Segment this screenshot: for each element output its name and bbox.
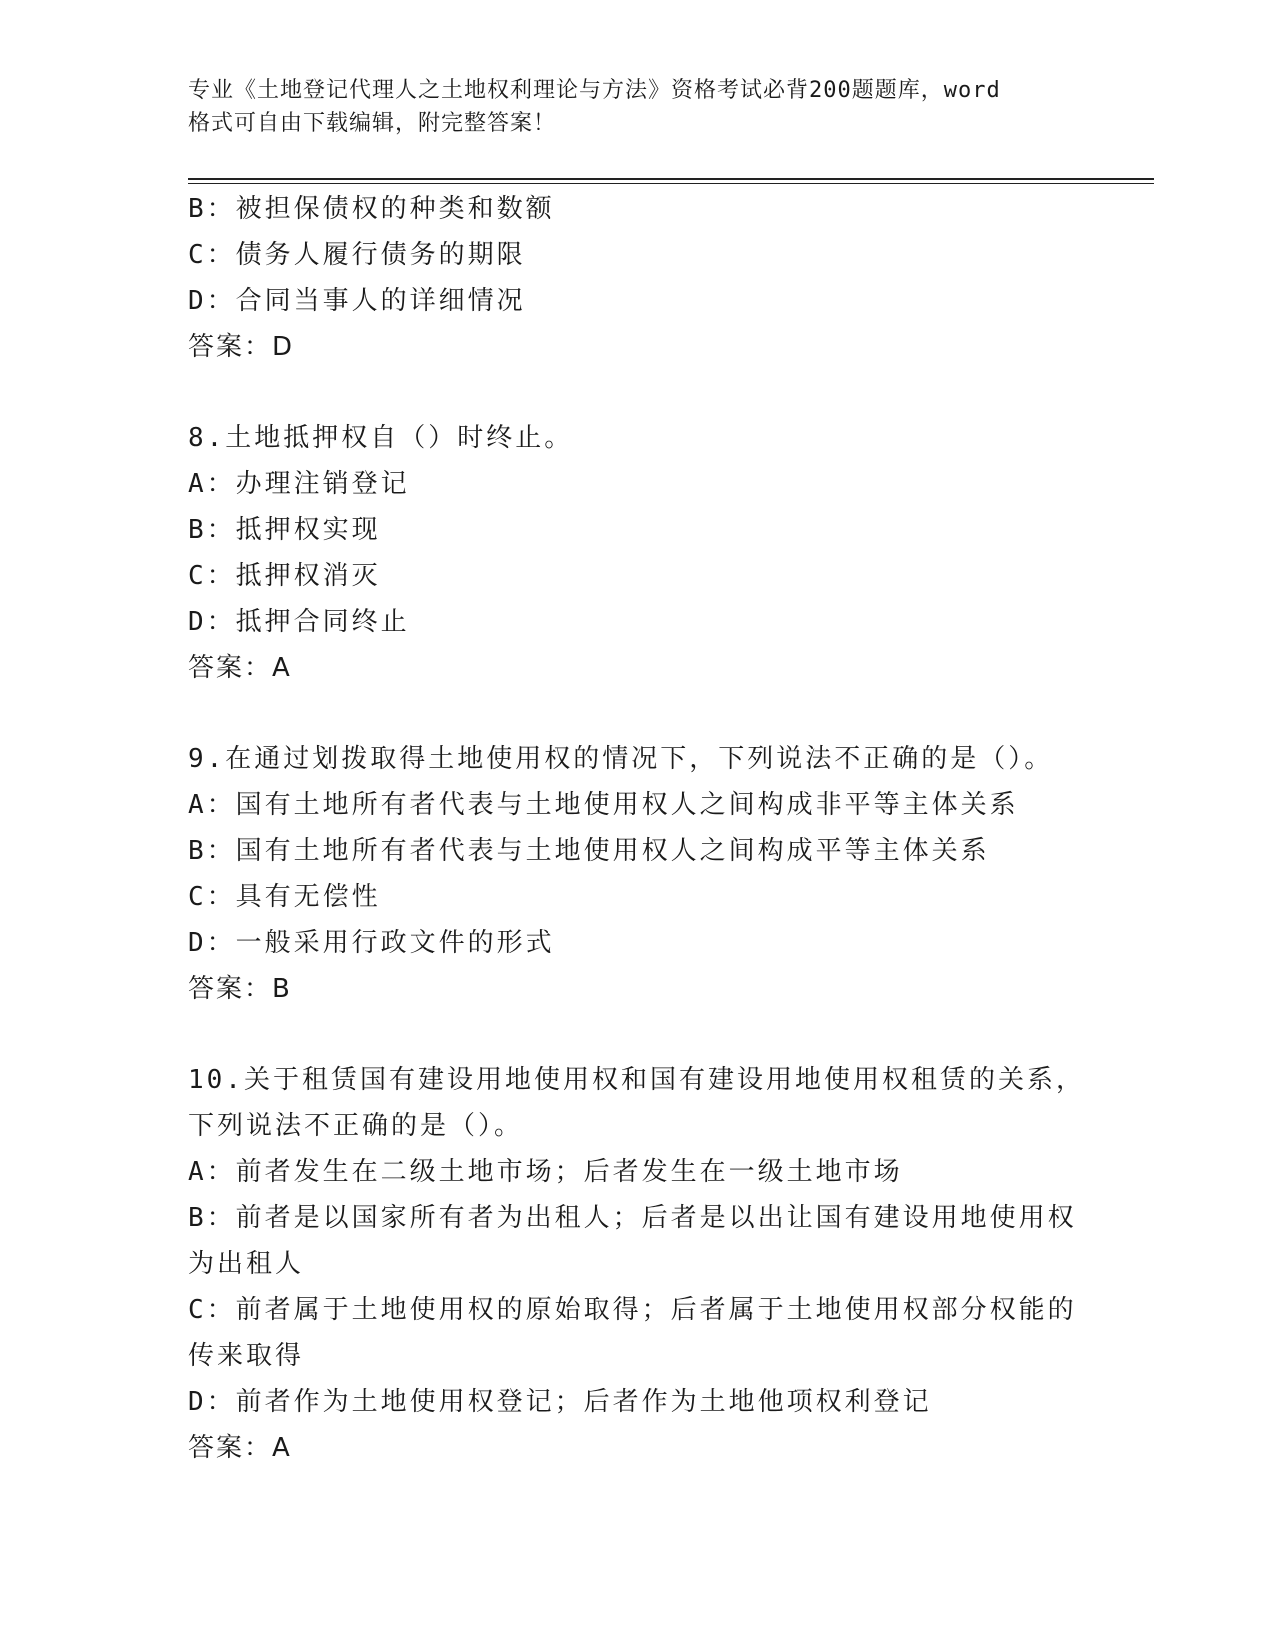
option-d: D：合同当事人的详细情况: [188, 286, 526, 316]
question-stem: 8.土地抵押权自（）时终止。: [188, 423, 574, 453]
option-b-line-2: 为出租人: [188, 1249, 305, 1279]
option-b: B：国有土地所有者代表与土地使用权人之间构成平等主体关系: [188, 836, 990, 866]
option-a: A：国有土地所有者代表与土地使用权人之间构成非平等主体关系: [188, 790, 1019, 820]
option-d: D：前者作为土地使用权登记；后者作为土地他项权利登记: [188, 1387, 932, 1417]
header-line-2: 格式可自由下载编辑，附完整答案！: [188, 111, 557, 136]
question-spacer: [188, 691, 1088, 736]
question-list: [188, 186, 1088, 1471]
option-d: D：抵押合同终止: [188, 607, 410, 637]
option-a: A：前者发生在二级土地市场；后者发生在一级土地市场: [188, 1157, 903, 1187]
answer-value: A: [272, 1433, 291, 1463]
answer-line: [188, 1425, 1088, 1471]
continued-question: [188, 186, 1088, 370]
question-stem-line-2: 下列说法不正确的是（）。: [188, 1111, 524, 1141]
answer-label: 答案：: [188, 332, 273, 362]
option-c: C：具有无偿性: [188, 882, 381, 912]
question-stem: 9.在通过划拨取得土地使用权的情况下，下列说法不正确的是（）。: [188, 744, 1054, 774]
header-line-1: 专业《土地登记代理人之土地权利理论与方法》资格考试必背200题题库，word: [188, 78, 1001, 103]
answer-value: D: [272, 332, 294, 362]
option-b-line-1: B：前者是以国家所有者为出租人；后者是以出让国有建设用地使用权: [188, 1203, 1077, 1233]
answer-label: 答案：: [188, 1433, 273, 1463]
option-b: B：抵押权实现: [188, 515, 381, 545]
question-8: [188, 415, 1088, 691]
option-c-line-2: 传来取得: [188, 1341, 305, 1371]
question-spacer: [188, 1012, 1088, 1057]
page-header: [188, 74, 1088, 140]
header-rule-thick: [188, 178, 1154, 180]
answer-line: [188, 324, 1088, 370]
option-c-line-1: C：前者属于土地使用权的原始取得；后者属于土地使用权部分权能的: [188, 1295, 1077, 1325]
answer-line: [188, 966, 1088, 1012]
answer-value: B: [272, 974, 291, 1004]
header-rule-thin: [188, 183, 1154, 184]
option-c: C：抵押权消灭: [188, 561, 381, 591]
answer-label: 答案：: [188, 653, 273, 683]
question-10: [188, 1057, 1088, 1471]
question-spacer: [188, 370, 1088, 415]
option-b: B：被担保债权的种类和数额: [188, 194, 555, 224]
question-9: [188, 736, 1088, 1012]
answer-label: 答案：: [188, 974, 273, 1004]
answer-value: A: [272, 653, 291, 683]
option-d: D：一般采用行政文件的形式: [188, 928, 555, 958]
option-a: A：办理注销登记: [188, 469, 410, 499]
answer-line: [188, 645, 1088, 691]
question-stem-line-1: 10.关于租赁国有建设用地使用权和国有建设用地使用权租赁的关系，: [188, 1065, 1085, 1095]
option-c: C：债务人履行债务的期限: [188, 240, 526, 270]
